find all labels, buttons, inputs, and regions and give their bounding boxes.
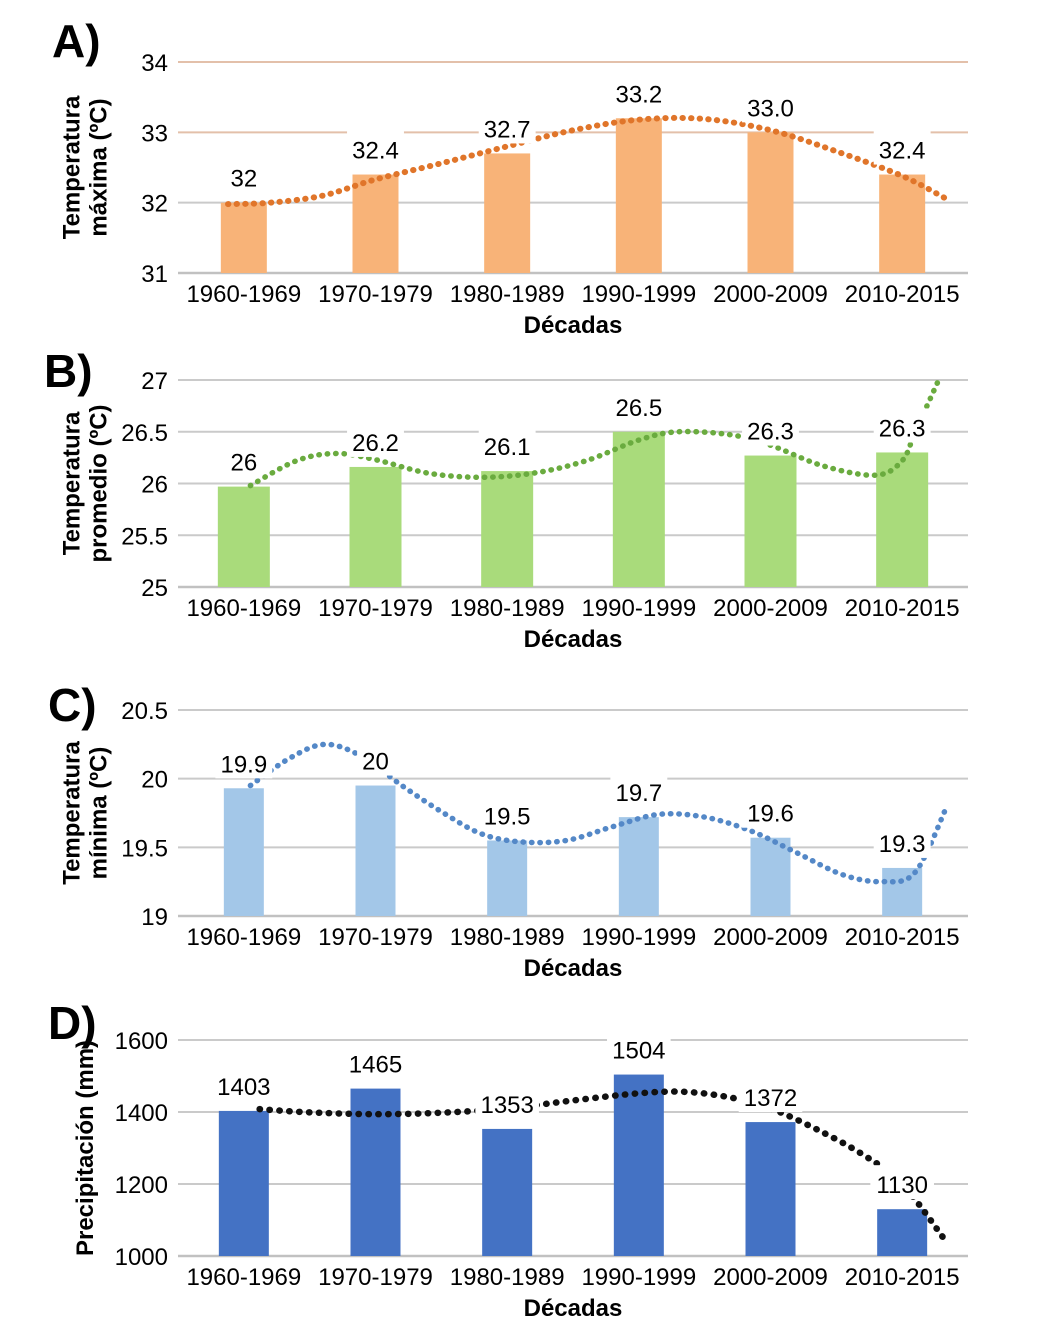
- x-tick-label: 1970-1979: [318, 1264, 433, 1291]
- bar-1980-1989: [481, 471, 533, 587]
- x-tick-label: 2000-2009: [713, 924, 828, 951]
- data-label: 32.4: [352, 137, 399, 165]
- bar-2000-2009: [745, 456, 797, 587]
- data-labels: [225, 74, 930, 192]
- x-tick-label: 2000-2009: [713, 1264, 828, 1291]
- x-tick-label: 1980-1989: [449, 595, 565, 622]
- bar-2010-2015: [879, 175, 925, 273]
- y-tick-label: 31: [141, 261, 168, 288]
- bar-1970-1979: [353, 175, 399, 273]
- y-tick-label: 1600: [114, 1028, 168, 1055]
- gridlines: [178, 710, 968, 916]
- x-axis-category-labels: [186, 595, 959, 622]
- trend-line: [250, 744, 947, 881]
- data-label: 26.1: [483, 434, 531, 462]
- y-axis-tick-labels: [121, 698, 168, 931]
- data-label: 19.7: [615, 780, 663, 808]
- data-label: 26.5: [615, 394, 663, 422]
- x-tick-label: 1970-1979: [318, 281, 433, 308]
- panel-d-precipitacion: [0, 990, 1043, 1336]
- bars: [221, 118, 925, 273]
- bar-2010-2015: [882, 868, 922, 916]
- x-tick-label: 2010-2015: [844, 281, 960, 308]
- data-label: 32.4: [878, 137, 926, 165]
- data-label: 19.3: [878, 830, 926, 858]
- bars: [224, 786, 922, 916]
- y-axis-title: [59, 95, 113, 239]
- y-tick-label: 19.5: [121, 835, 168, 863]
- data-label: 32: [230, 165, 258, 193]
- svg-text:Temperaturamáxima (ºC): Temperaturamáxima (ºC): [58, 95, 113, 240]
- x-axis-title: Décadas: [523, 626, 623, 653]
- y-tick-label: 26: [141, 471, 168, 499]
- bar-2000-2009: [746, 1122, 796, 1256]
- data-label: 1465: [348, 1051, 403, 1079]
- bar-1960-1969: [218, 487, 270, 587]
- bar-1990-1999: [619, 817, 659, 916]
- chart-b-svg: [0, 334, 1043, 664]
- y-tick-label: 19: [141, 904, 168, 931]
- x-tick-label: 1970-1979: [318, 595, 433, 622]
- data-label: 33.2: [615, 81, 663, 109]
- data-label: 26.3: [747, 418, 794, 446]
- y-tick-label: 25.5: [121, 523, 168, 551]
- x-tick-label: 2000-2009: [713, 595, 828, 622]
- data-label: 1353: [480, 1091, 534, 1119]
- y-tick-label: 1200: [114, 1172, 168, 1199]
- x-tick-label: 1990-1999: [581, 1264, 697, 1291]
- x-tick-label: 1980-1989: [449, 281, 565, 308]
- bar-2010-2015: [877, 1209, 927, 1256]
- x-tick-label: 1980-1989: [449, 924, 565, 951]
- x-tick-label: 2010-2015: [844, 924, 960, 951]
- svg-text:Temperaturapromedio (ºC): Temperaturapromedio (ºC): [58, 404, 113, 563]
- data-label: 1130: [876, 1172, 928, 1200]
- x-tick-label: 1970-1979: [318, 924, 433, 951]
- y-axis-tick-labels: [141, 50, 168, 288]
- x-tick-label: 1960-1969: [186, 924, 302, 951]
- data-label: 32.7: [483, 116, 531, 144]
- x-tick-label: 1960-1969: [186, 1264, 302, 1291]
- bar-1980-1989: [482, 1129, 532, 1256]
- chart-c-svg: [0, 664, 1043, 990]
- y-tick-label: 34: [141, 50, 168, 77]
- bar-2000-2009: [751, 838, 791, 916]
- panel-a-temperatura-maxima: [0, 0, 1043, 334]
- y-axis-title: [59, 741, 113, 885]
- chart-a-svg: [0, 0, 1043, 334]
- x-tick-label: 1990-1999: [581, 924, 697, 951]
- panel-letter-c: C): [48, 679, 97, 731]
- bar-1990-1999: [614, 1075, 664, 1256]
- x-axis-title: Décadas: [523, 312, 623, 334]
- svg-text:Temperaturamínima (ºC): Temperaturamínima (ºC): [58, 741, 113, 885]
- bar-1980-1989: [484, 153, 530, 273]
- y-tick-label: 20.5: [121, 698, 168, 725]
- y-tick-label: 27: [141, 368, 168, 395]
- x-tick-label: 1990-1999: [581, 595, 697, 622]
- x-tick-label: 2010-2015: [844, 1264, 960, 1291]
- data-label: 33.0: [747, 95, 794, 123]
- data-label: 1403: [217, 1073, 271, 1101]
- y-tick-label: 1000: [114, 1244, 168, 1271]
- gridlines: [178, 380, 968, 587]
- x-axis-category-labels: [186, 924, 959, 951]
- y-tick-label: 1400: [114, 1100, 168, 1127]
- y-tick-label: 33: [141, 120, 168, 148]
- x-axis-category-labels: [186, 281, 959, 308]
- y-tick-label: 32: [141, 190, 168, 218]
- panel-letter-b: B): [44, 345, 93, 397]
- bar-1960-1969: [224, 788, 264, 916]
- bar-1960-1969: [219, 1111, 269, 1256]
- x-axis-title: Décadas: [523, 955, 623, 982]
- x-tick-label: 1960-1969: [186, 281, 302, 308]
- chart-d-svg: [0, 990, 1043, 1336]
- y-axis-title: [59, 404, 113, 562]
- bar-1990-1999: [616, 118, 662, 273]
- x-axis-category-labels: [186, 1264, 959, 1291]
- y-axis-title: [72, 1040, 99, 1256]
- panel-b-temperatura-promedio: [0, 334, 1043, 664]
- y-axis-tick-labels: [121, 368, 168, 602]
- panel-letter-d: D): [48, 997, 97, 1049]
- bar-1970-1979: [350, 467, 402, 587]
- x-tick-label: 1980-1989: [449, 1264, 565, 1291]
- x-tick-label: 1990-1999: [581, 281, 697, 308]
- bar-2000-2009: [748, 132, 794, 273]
- y-axis-tick-labels: [115, 1028, 168, 1271]
- data-label: 26.2: [352, 429, 399, 457]
- x-axis-title: Décadas: [523, 1295, 623, 1322]
- y-tick-label: 26.5: [121, 419, 168, 447]
- data-label: 20: [362, 748, 389, 776]
- y-tick-label: 25: [141, 575, 168, 602]
- svg-text:Precipitación (mm): Precipitación (mm): [72, 1039, 99, 1257]
- trend-line: [228, 118, 946, 204]
- x-tick-label: 2010-2015: [844, 595, 960, 622]
- data-label: 26.3: [878, 415, 926, 443]
- x-tick-label: 1960-1969: [186, 595, 302, 622]
- x-tick-label: 2000-2009: [713, 281, 828, 308]
- panel-c-temperatura-minima: [0, 664, 1043, 990]
- data-label: 19.9: [220, 751, 268, 779]
- gridlines: [178, 62, 968, 273]
- bar-1990-1999: [613, 432, 665, 587]
- bar-1980-1989: [487, 840, 527, 916]
- data-label: 26: [230, 449, 258, 477]
- bar-1970-1979: [356, 786, 396, 916]
- bar-1960-1969: [221, 203, 267, 273]
- data-label: 19.6: [747, 800, 794, 828]
- data-label: 1504: [612, 1037, 666, 1065]
- panel-letter-a: A): [52, 15, 101, 67]
- data-label: 1372: [743, 1085, 798, 1113]
- data-label: 19.5: [483, 803, 531, 831]
- y-tick-label: 20: [141, 766, 168, 794]
